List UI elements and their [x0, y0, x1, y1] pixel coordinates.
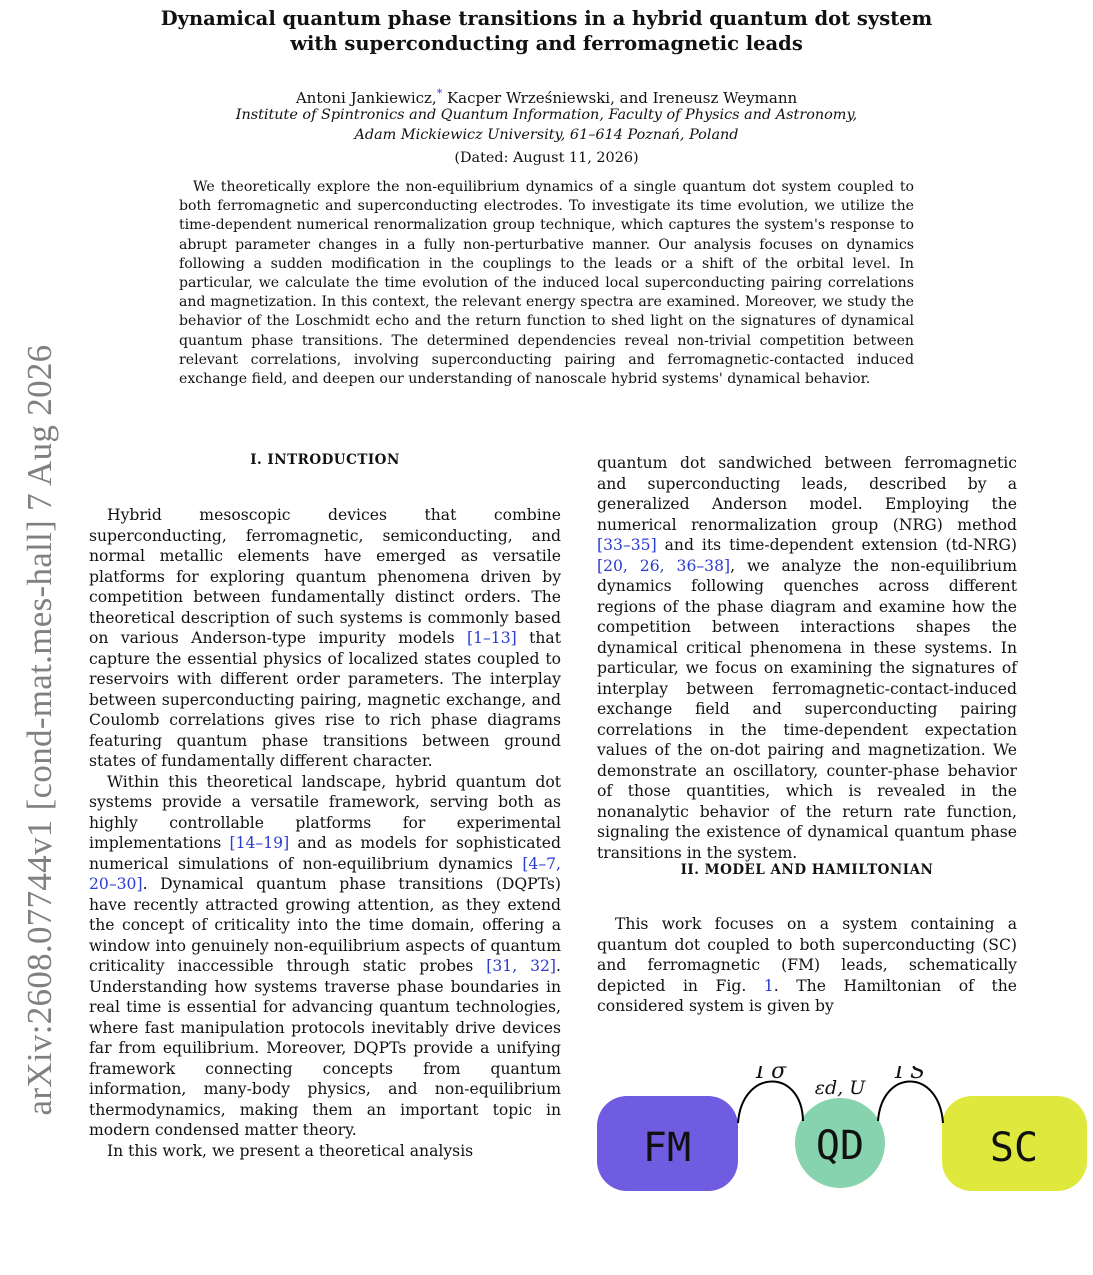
text-run: . Dynamical quantum phase transitions (DQPTs) have recently attracted growing attention, as they extend the concept of criticality into the time domain, offering a window into genuinely non-equilibrium aspects of quantum criticality inaccessible through static probes	[89, 875, 561, 975]
date-line: (Dated: August 11, 2026)	[454, 150, 639, 166]
text-run: that capture the essential physics of localized states coupled to reservoirs with different order parameters. The interplay between superconducting pairing, magnetic exchange, and Coulomb correlations gives rise to rich phase diagrams featuring quantum phase transitions between ground states of fundamentally different character.	[89, 629, 561, 770]
model-text	[597, 914, 1017, 1017]
text-run: . The Hamiltonian of the considered system is given by	[597, 976, 1017, 1015]
title-line-1: Dynamical quantum phase transitions in a hybrid quantum dot system	[160, 7, 933, 30]
model-paragraph-1	[597, 914, 1017, 1017]
affiliation	[100, 105, 993, 145]
section-heading-introduction: I. INTRODUCTION	[250, 452, 400, 468]
paper-title	[100, 6, 993, 56]
schematic-svg	[597, 1066, 1087, 1216]
text-run: , we analyze the non-equilibrium dynamics following quenches across different regions of the phase diagram and examine how the competition between interactions shapes the dynamical critical phenomena in these systems. In particular, we focus on examining the signatures of interplay between ferromagnetic-contact-induced exchange field and superconducting pairing correlations in the time-dependent expectation values of the on-dot pairing and magnetization. We demonstrate an oscillatory, counter-phase behavior of those quantities, which is revealed in the nonanalytic behavior of the return rate function, signaling the existence of dynamical quantum phase transitions in the system.	[597, 556, 1017, 862]
citation-link[interactable]: [14–19]	[229, 834, 290, 852]
text-run: Hybrid mesoscopic devices that combine superconducting, ferromagnetic, semiconducting, and normal metallic elements have emerged as versatile platforms for exploring quantum phenomena driven by competition between fundamentally distinct orders. The theoretical description of such systems is commonly based on various Anderson-type impurity models	[89, 506, 561, 647]
intro-paragraph-2	[89, 772, 561, 1141]
sc-label: SC	[989, 1125, 1039, 1171]
gamma-sigma-label: Γσ	[755, 1066, 787, 1084]
fm-label: FM	[642, 1125, 692, 1171]
citation-link[interactable]: [1–13]	[466, 629, 517, 647]
citation-link[interactable]: [4–7, 20–30]	[89, 854, 561, 893]
text-run: and its time-dependent extension (td-NRG)	[656, 536, 1017, 554]
gamma-s-label: ΓS	[894, 1066, 926, 1084]
figure-reference-link[interactable]: 1	[763, 976, 774, 995]
citation-link[interactable]: [20, 26, 36–38]	[597, 556, 731, 575]
text-run: . Understanding how systems traverse phase boundaries in real time is essential for advancing quantum technologies, where fast manipulation protocols inevitably drive devices far from equilibrium. Moreover, DQPTs provide a unifying framework connecting concepts from quantum information, many-body physics, and non-equilibrium thermodynamics, making them an important topic in modern condensed matter theory.	[89, 957, 561, 1139]
qd-label: QD	[815, 1123, 865, 1169]
citation-link[interactable]: [33–35]	[597, 536, 657, 554]
abstract: We theoretically explore the non-equilibrium dynamics of a single quantum dot system coupled to both ferromagnetic and superconducting electrodes. To investigate its time evolution, we utilize the time-dependent numerical renormalization group technique, which captures the system's response to abrupt parameter changes in a fully non-perturbative manner. Our analysis focuses on dynamics following a sudden modification in the couplings to the leads or a shift of the orbital level. In particular, we calculate the time evolution of the induced local superconducting pairing correlations and magnetization. In this context, the relevant energy spectra are examined. Moreover, we study the behavior of the Loschmidt echo and the return function to shed light on the signatures of dynamical quantum phase transitions. The determined dependencies reveal non-trivial competition between relevant correlations, involving superconducting pairing and ferromagnetic-contacted induced exchange field, and deepen our understanding of nanoscale hybrid systems' dynamical behavior.	[179, 179, 914, 388]
intro-paragraph-3: In this work, we present a theoretical analysis	[107, 1141, 474, 1160]
affiliation-line-2: Adam Mickiewicz University, 61–614 Poznań, Poland	[354, 127, 739, 143]
intro-paragraph-3-continued	[597, 453, 1017, 863]
sc-coupling-arc	[878, 1081, 943, 1123]
arxiv-identifier: arXiv:2608.07744v1 [cond-mat.mes-hall] 7 Aug 2026	[20, 344, 59, 1116]
title-line-2: with superconducting and ferromagnetic leads	[290, 32, 803, 55]
intro-paragraph-1	[89, 505, 561, 772]
text-run: This work focuses on a system containing a quantum dot coupled to both superconducting (SC) and ferromagnetic (FM) leads, schematically depicted in Fig.	[597, 915, 1017, 995]
figure-1-schematic	[597, 1066, 1087, 1216]
affiliation-line-1: Institute of Spintronics and Quantum Information, Faculty of Physics and Astronomy,	[235, 107, 858, 123]
fm-coupling-arc	[738, 1081, 803, 1123]
citation-link[interactable]: [31, 32]	[486, 957, 557, 975]
authors-first: Antoni Jankiewicz,	[295, 89, 437, 107]
text-run: Within this theoretical landscape, hybrid quantum dot systems provide a versatile framework, serving both as highly controllable platforms for experimental implementations	[89, 772, 561, 852]
text-run: and as models for sophisticated numerical simulations of non-equilibrium dynamics	[89, 834, 561, 873]
left-column	[89, 505, 561, 1161]
section-heading-model: II. MODEL AND HAMILTONIAN	[680, 862, 934, 878]
authors-rest: Kacper Wrześniewski, and Ireneusz Weymann	[442, 89, 798, 107]
corresponding-author-link[interactable]: *	[436, 87, 443, 100]
right-column	[597, 453, 1017, 863]
dot-parameters-label: εd, U	[814, 1077, 866, 1099]
text-run: quantum dot sandwiched between ferromagnetic and superconducting leads, described by a generalized Anderson model. Employing the numerical renormalization group (NRG) method	[597, 454, 1017, 534]
